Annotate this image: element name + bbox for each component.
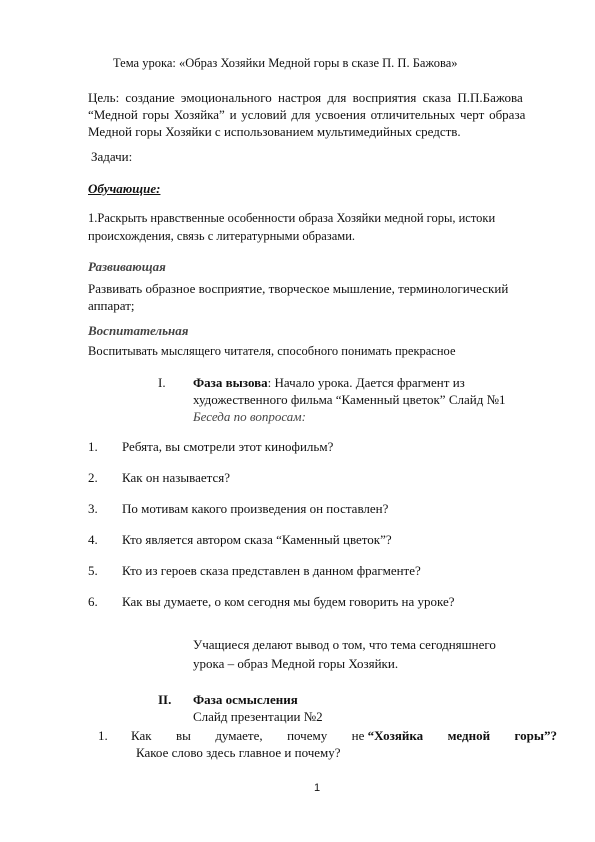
final-question-quote-start: “Хозяйка — [367, 728, 424, 743]
question-number: 1. — [88, 439, 98, 454]
question-text: Кто из героев сказа представлен в данном фрагменте? — [122, 563, 421, 578]
final-question-number: 1. — [98, 728, 108, 743]
question-number: 2. — [88, 470, 98, 485]
final-question-line-2: Какое слово здесь главное и почему? — [136, 745, 341, 760]
final-question-word — [352, 727, 424, 744]
question-number: 3. — [88, 501, 98, 516]
upbringing-heading: Воспитательная — [88, 323, 189, 338]
final-question-line-1 — [131, 727, 557, 744]
lesson-title: Тема урока: «Образ Хозяйки Медной горы в сказе П. П. Бажова» — [113, 56, 458, 70]
final-question-word: Как — [131, 728, 152, 743]
question-number: 6. — [88, 594, 98, 609]
question-text: Как он называется? — [122, 470, 231, 485]
question-text: По мотивам какого произведения он поставлен? — [122, 501, 389, 516]
phase1-subtitle: Беседа по вопросам: — [193, 409, 306, 424]
phase1-numeral: I. — [158, 375, 166, 390]
conclusion-line-2: урока – образ Медной горы Хозяйки. — [193, 656, 399, 671]
question-text: Ребята, вы смотрели этот кинофильм? — [122, 439, 334, 454]
phase2-numeral: II. — [158, 692, 172, 707]
developing-line-1: Развивать образное восприятие, творческое мышление, терминологический — [88, 281, 509, 296]
developing-line-2: аппарат; — [88, 298, 135, 313]
final-question-word: вы — [176, 728, 191, 743]
teaching-item-line-1: 1.Раскрыть нравственные особенности образа Хозяйки медной горы, истоки — [88, 211, 496, 225]
tasks-label: Задачи: — [91, 149, 133, 164]
developing-heading: Развивающая — [88, 259, 166, 274]
final-question-word-ne: не — [351, 728, 365, 743]
final-question-word: думаете, — [215, 728, 263, 743]
final-question-word: горы”? — [514, 728, 557, 743]
phase1-line-2: художественного фильма “Каменный цветок” Слайд №1 — [193, 392, 506, 407]
question-text: Как вы думаете, о ком сегодня мы будем говорить на уроке? — [122, 594, 455, 609]
page-number: 1 — [314, 782, 321, 794]
conclusion-line-1: Учащиеся делают вывод о том, что тема сегодняшнего — [193, 637, 496, 652]
question-text: Кто является автором сказа “Каменный цветок”? — [122, 532, 392, 547]
goal-line-3: Медной горы Хозяйки с использованием мультимедийных средств. — [88, 124, 461, 139]
upbringing-line-1: Воспитывать мыслящего читателя, способного понимать прекрасное — [88, 344, 456, 358]
goal-line-1: Цель: создание эмоционального настроя для восприятия сказа П.П.Бажова — [88, 90, 523, 105]
phase2-label: Фаза осмысления — [193, 692, 298, 707]
goal-line-2: “Медной горы Хозяйка” и условий для усвоения отличительных черт образа — [88, 107, 526, 122]
phase1-line-1 — [193, 374, 465, 391]
teaching-heading: Обучающие: — [88, 181, 161, 196]
phase1-label: Фаза вызова — [193, 375, 268, 390]
phase2-slide: Слайд презентации №2 — [193, 709, 323, 724]
question-number: 4. — [88, 532, 98, 547]
final-question-word: медной — [447, 728, 491, 743]
phase1-text-1: : Начало урока. Дается фрагмент из — [267, 375, 465, 390]
teaching-item-line-2: происхождения, связь с литературными образами. — [88, 229, 356, 243]
final-question-word: почему — [287, 728, 328, 743]
question-number: 5. — [88, 563, 98, 578]
